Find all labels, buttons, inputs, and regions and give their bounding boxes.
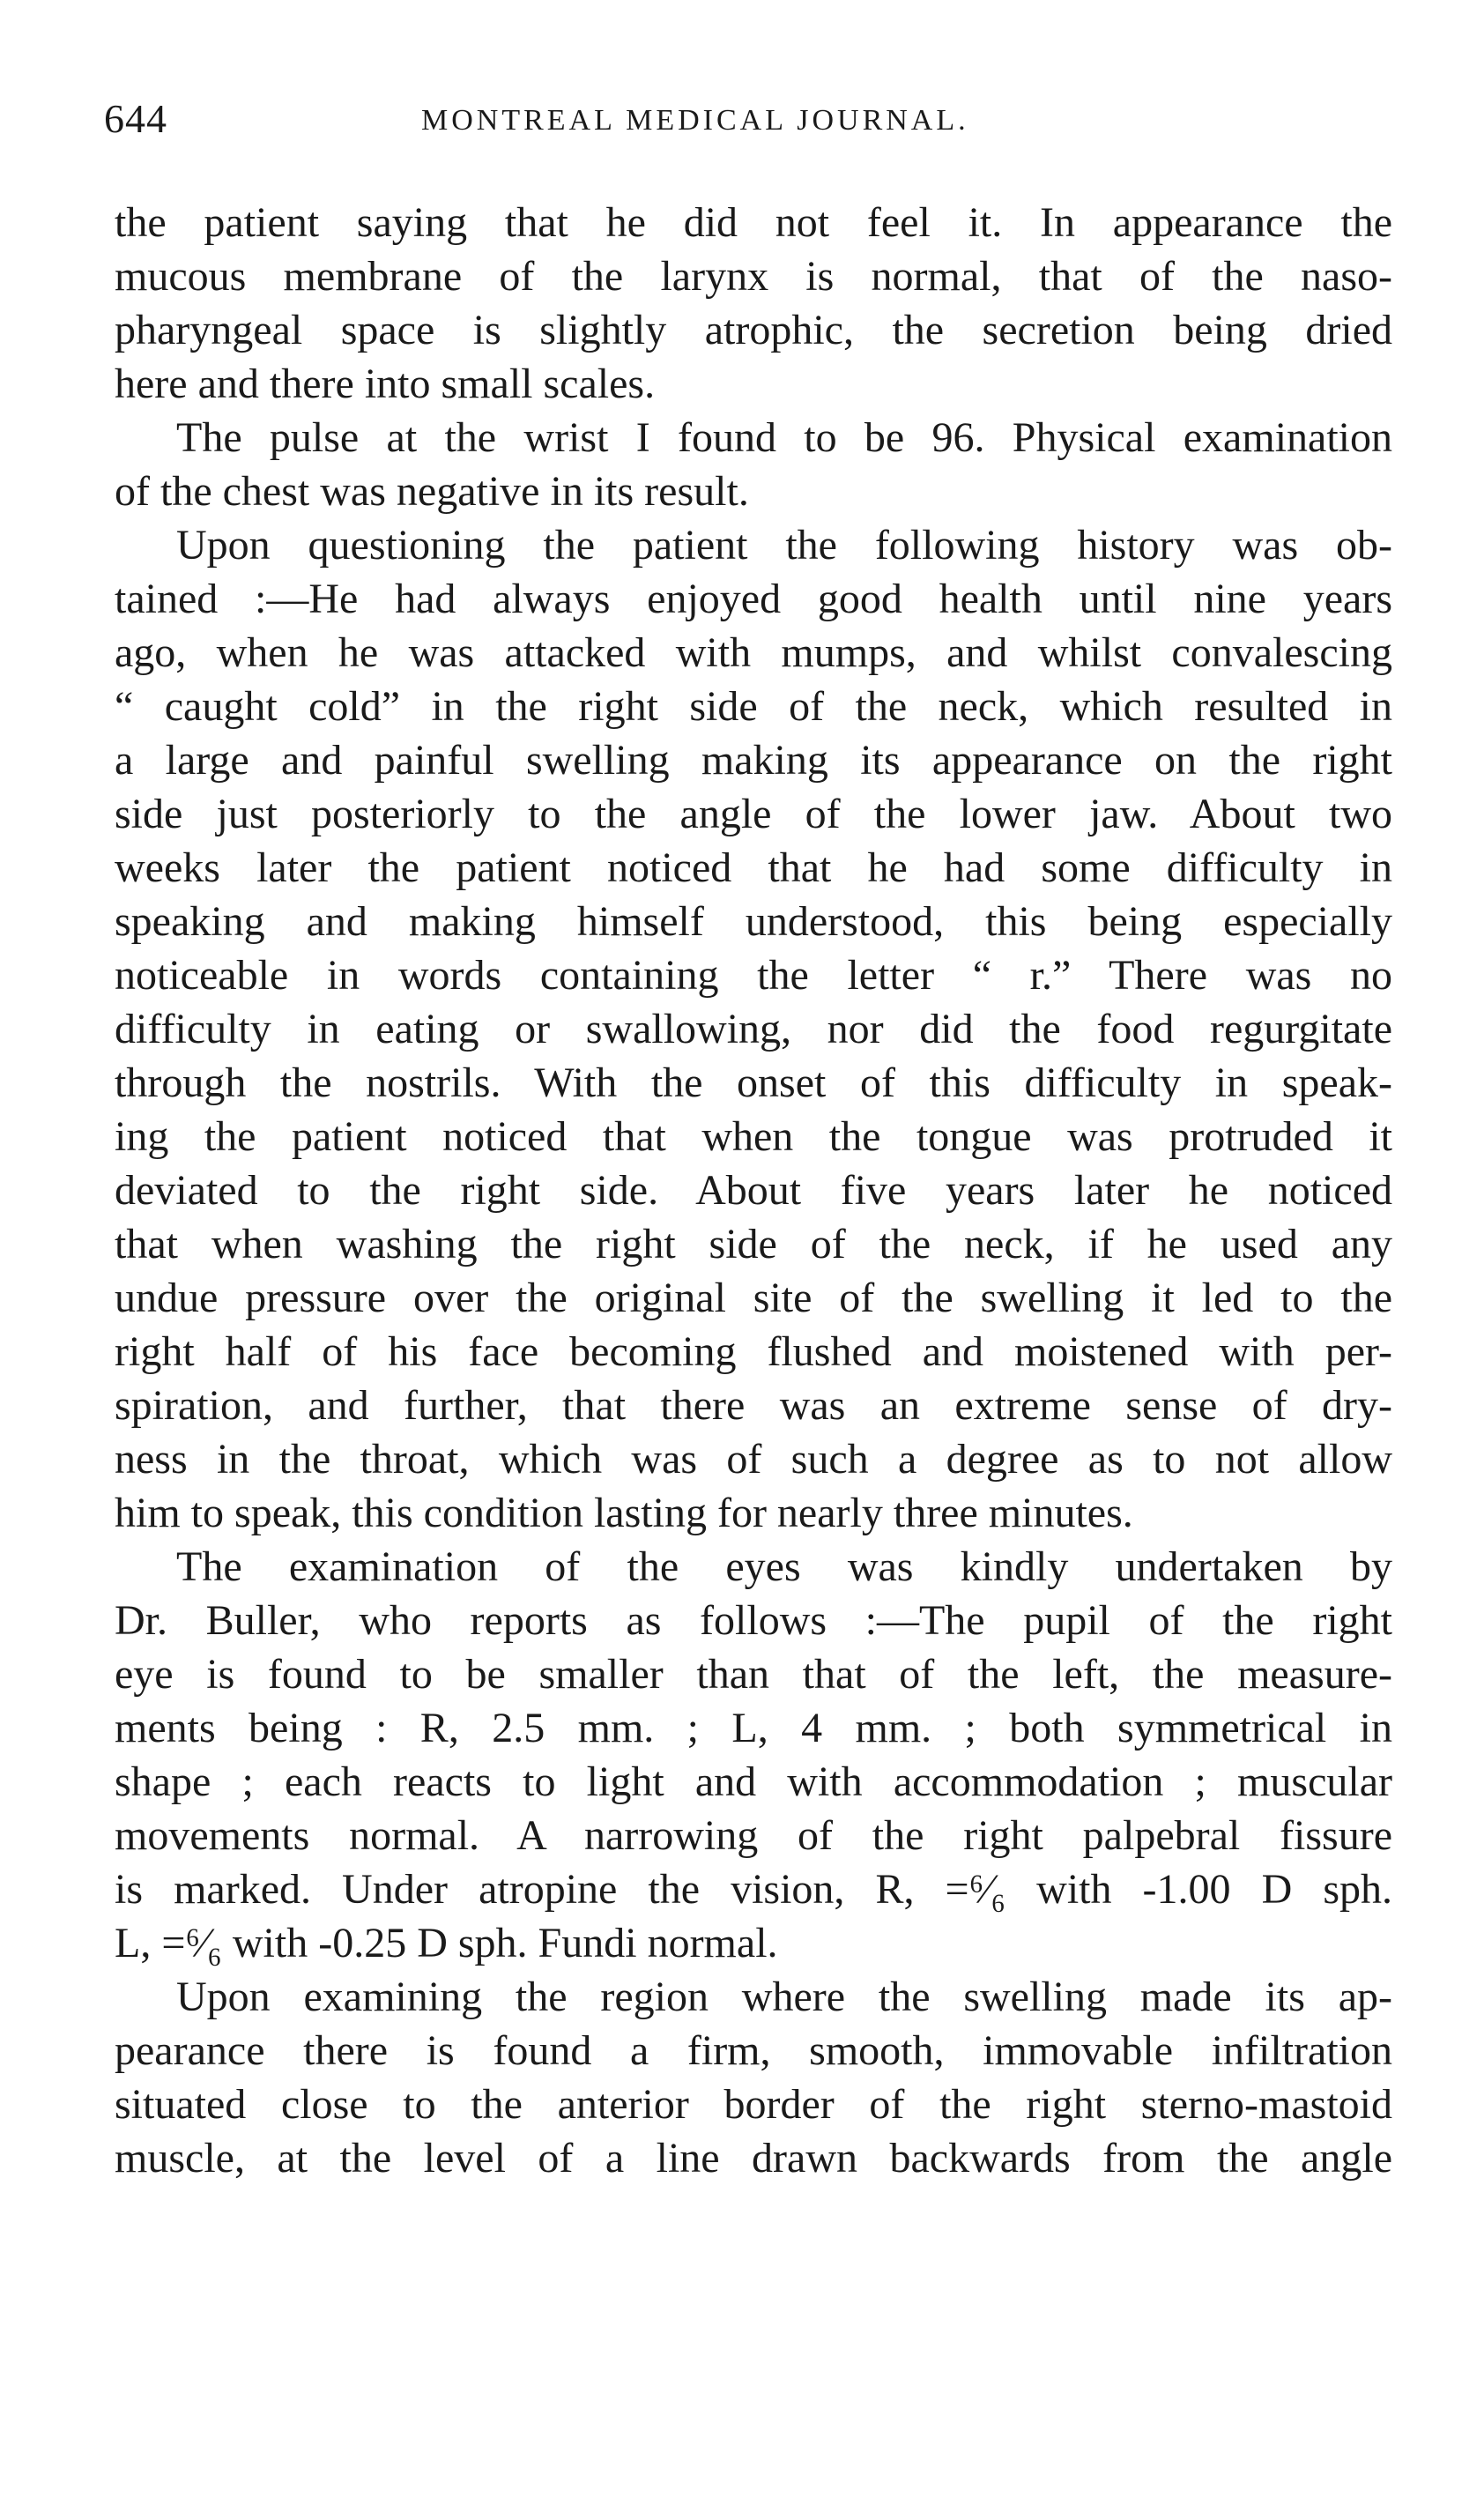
text-line: is marked. Under atropine the vision, R, =⁶⁄₆ with -1.00 D sph. — [115, 1866, 1392, 1913]
text-line: that when washing the right side of the neck, if he used any — [115, 1221, 1392, 1267]
text-line: tained :—He had always enjoyed good health until nine years — [115, 576, 1392, 622]
text-line: through the nostrils. With the onset of this difficulty in speak- — [115, 1059, 1392, 1106]
text-line: him to speak, this condition lasting for nearly three minutes. — [115, 1490, 1133, 1536]
text-line: noticeable in words containing the letter “ r.” There was no — [115, 952, 1392, 999]
text-line: Upon questioning the patient the following history was ob- — [176, 522, 1392, 569]
text-line: The pulse at the wrist I found to be 96. Physical examination — [176, 414, 1392, 461]
journal-title: MONTREAL MEDICAL JOURNAL. — [421, 104, 969, 137]
text-line: speaking and making himself understood, this being especially — [115, 898, 1392, 945]
text-line: the patient saying that he did not feel it. In appearance the — [115, 199, 1392, 246]
text-line: ing the patient noticed that when the tongue was protruded it — [115, 1113, 1392, 1160]
text-line: spiration, and further, that there was an extreme sense of dry- — [115, 1382, 1392, 1429]
text-line: Upon examining the region where the swelling made its ap- — [176, 1974, 1392, 2020]
text-line: eye is found to be smaller than that of the left, the measure- — [115, 1651, 1392, 1698]
text-line: mucous membrane of the larynx is normal, that of the naso- — [115, 253, 1392, 300]
text-line: undue pressure over the original site of the swelling it led to the — [115, 1275, 1392, 1321]
text-line: pearance there is found a firm, smooth, immovable infiltration — [115, 2027, 1392, 2074]
text-line: a large and painful swelling making its appearance on the right — [115, 737, 1392, 784]
text-line: movements normal. A narrowing of the right palpebral fissure — [115, 1812, 1392, 1859]
text-line: here and there into small scales. — [115, 361, 656, 407]
text-line: situated close to the anterior border of the right sterno-mastoid — [115, 2081, 1392, 2128]
text-line: difficulty in eating or swallowing, nor did the food regurgitate — [115, 1006, 1392, 1052]
text-line: right half of his face becoming flushed and moistened with per- — [115, 1328, 1392, 1375]
body-text — [115, 196, 1392, 2185]
text-line: of the chest was negative in its result. — [115, 468, 749, 515]
text-line: weeks later the patient noticed that he had some difficulty in — [115, 844, 1392, 891]
running-head — [104, 95, 1391, 148]
text-line: pharyngeal space is slightly atrophic, the secretion being dried — [115, 307, 1392, 353]
text-line: ments being : R, 2.5 mm. ; L, 4 mm. ; both symmetrical in — [115, 1705, 1392, 1751]
text-line: The examination of the eyes was kindly undertaken by — [176, 1543, 1392, 1590]
text-line: ago, when he was attacked with mumps, and whilst convalescing — [115, 629, 1392, 676]
text-line: muscle, at the level of a line drawn backwards from the angle — [115, 2135, 1392, 2182]
text-line: “ caught cold” in the right side of the neck, which resulted in — [115, 683, 1392, 730]
text-line: L, =⁶⁄₆ with -0.25 D sph. Fundi normal. — [115, 1920, 778, 1966]
text-line: ness in the throat, which was of such a degree as to not allow — [115, 1436, 1392, 1483]
text-line: Dr. Buller, who reports as follows :—The pupil of the right — [115, 1597, 1392, 1644]
text-line: shape ; each reacts to light and with accommodation ; muscular — [115, 1758, 1392, 1805]
text-line: side just posteriorly to the angle of the lower jaw. About two — [115, 791, 1392, 837]
page-number: 644 — [104, 96, 167, 141]
text-line: deviated to the right side. About five years later he noticed — [115, 1167, 1392, 1214]
